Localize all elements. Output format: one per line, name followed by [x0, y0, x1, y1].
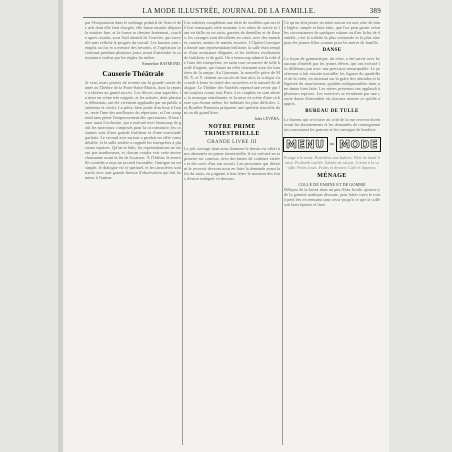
logo-word-du: DU [329, 141, 335, 146]
column-1-body-text: Je vous avais promis de revenir sur la grande soirée donnée au Théâtre de la Porte-Saint-Martin, dont la reprise a obtenu un grand succès. Les décors sont superbes, la mise en scène très soignée, et les artistes, dont plusieurs débutants, ont été vivement applaudis par un public nombreux et choisi. La pièce, bien jouée d'un bout à l'autre, reste l'une des meilleures du répertoire, et l'on comprend sans peine l'empressement des spectateurs. Il faut louer aussi l'orchestre, qui a exécuté avec beaucoup de goût les morceaux composés pour la circonstance; les costumes sont d'une grande fraîcheur et d'une exactitude parfaite. Le second acte surtout a produit un effet considérable, et la salle entière a rappelé les interprètes à plusieurs reprises. Qu'on se hâte; les représentations ne seront pas nombreuses, et chacun voudra voir cette œuvre charmante avant la fin de la saison. À l'Odéon, la nouvelle comédie a reçu un accueil favorable; l'intrigue en est simple, le dialogue vif et spirituel, et les caractères sont tracés avec une grande finesse d'observation qui fait honneur à l'auteur. [85, 80, 181, 180]
page-number: 389 [369, 7, 381, 15]
signature-raymond: Emmeline RAYMOND. [142, 61, 181, 66]
column-2-top-text: Ces toilettes complètent une série de modèles qui ont été fort remarqués cette semaine. Les robes de soirée se font en faille ou en satin, garnies de dentelles et de fleurs; les corsages sont décolletés en carré, avec des manches courtes ornées de nœuds assortis. L'Opéra-Comique a donné une représentation brillante; la salle était remplie d'une assistance élégante, et les toilettes rivalisaient de fraîcheur et de goût. On a beaucoup admiré la robe de l'une des interprètes, en satin rose recouvert de tulle brodé d'argent, qui faisait un effet charmant sous les lumières de la rampe. Au Gymnase, la nouvelle pièce de MM. X. et Y. obtient un succès de bon aloi; la critique s'accorde à louer la vérité des caractères et le naturel du dialogue. Le Théâtre des Variétés reprend une revue qui fait toujours courir tout Paris. Les couplets en sont alertes, la musique entraînante, et la mise en scène d'une richesse qui étonne même les habitués les plus difficiles. Les Bouffes-Parisiens préparent une opérette nouvelle dont on dit grand bien. [184, 20, 282, 115]
signature-levera: Jules LÉVÉRA. [254, 116, 280, 121]
menu-de-la-mode-logo [285, 136, 379, 152]
section-heading-bureau: BUREAU DE TULLE [305, 109, 359, 114]
journal-page [63, 0, 389, 452]
logo-word-mode: MODE [336, 137, 381, 152]
column-1 [85, 20, 181, 445]
column-3-danse-text: La leçon de gymnastique, du reste, a été suivie avec beaucoup d'intérêt par les jeunes élèves, qui ont exécuté les différents pas avec une précision remarquable. Le professeur a fait ensuite travailler les figures du quadrille et de la valse, en insistant sur la grâce des attitudes et la légèreté du mouvement, qualités indispensables dans une danse bien faite. Les mères présentes ont applaudi à plusieurs reprises. Les exercices se terminent par une courte danse d'ensemble où chacune montre ce qu'elle a appris. [284, 56, 382, 106]
logo-word-menu: MENU [283, 137, 328, 152]
column-divider-1 [182, 20, 183, 445]
section-heading-menage: MÉNAGE [317, 173, 347, 179]
journal-title: LA MODE ILLUSTRÉE, JOURNAL DE LA FAMILLE. [142, 7, 316, 15]
section-heading-danse: DANSE [322, 48, 342, 53]
column-divider-2 [282, 20, 283, 445]
column-2-bottom-text: Le joli ouvrage dont nous donnons le dessin est offert à nos abonnées en prime trimestrielle; il est exécuté en tapisserie sur canevas, avec des laines de couleurs variées et des soies d'un ton assorti. Les personnes qui désirent le recevoir devront nous en faire la demande avant la fin du mois, en joignant à leur lettre le montant des frais d'envoi indiqués ci-dessous. [184, 146, 282, 181]
column-3-top-text: Ce qu'on doit porter en toute saison est une robe de laine légère, simple et bien faite, que l'on peut garnir selon les circonstances de quelques rubans ou d'un fichu de dentelle; c'est la toilette la plus commode et la plus sûre pour les jeunes filles comme pour les mères de famille. [284, 20, 382, 45]
section-heading-causerie: Causerie Théâtrale [102, 69, 164, 78]
section-subheading-menage: COLLE DE FARINE ET DE GOMME [298, 182, 366, 187]
menu-list: Potage à la reine. Bouchées aux huîtres. Filet de bœuf braisé. Poularde truffée. Salade de saison. Crème à la vanille. Petits fours. Fruits et dessert. Café et liqueurs. [284, 155, 380, 170]
section-heading-prime: NOTRE PRIME TRIMESTRIELLE [204, 124, 260, 137]
section-subheading-prime: GRANDE LIVRE III [207, 140, 257, 145]
column-3-menage-text: Délayez de la farine dans un peu d'eau froide, ajoutez-y de la gomme arabique dissoute, puis faites cuire le tout à petit feu en remuant sans cesse jusqu'à ce que la colle soit bien épaisse et lisse. [284, 187, 382, 207]
header-rule [83, 17, 379, 18]
column-3-bureau-text: Le bureau qui se trouve au coin de la rue recevra dorénavant les abonnements et les demandes de renseignements concernant les patrons et les ouvrages de broderie. [284, 117, 380, 132]
column-2 [184, 20, 280, 445]
column-1-top-text: par l'évaporation dans le mélange primitif de l'eau et des sels dont elle était chargée; elle laisse ensuite déposer la matière fine, et la forme se dessine lentement, couche après couche, sous l'œil attentif de l'ouvrier, qui surveille sans relâche le progrès du travail. Les bassins sont remplis au fur et à mesure des besoins, et l'opération se continue pendant plusieurs jours avant d'atteindre la consistance voulue par les règles du métier. [85, 20, 181, 60]
column-3 [284, 20, 380, 445]
running-header [71, 7, 381, 17]
